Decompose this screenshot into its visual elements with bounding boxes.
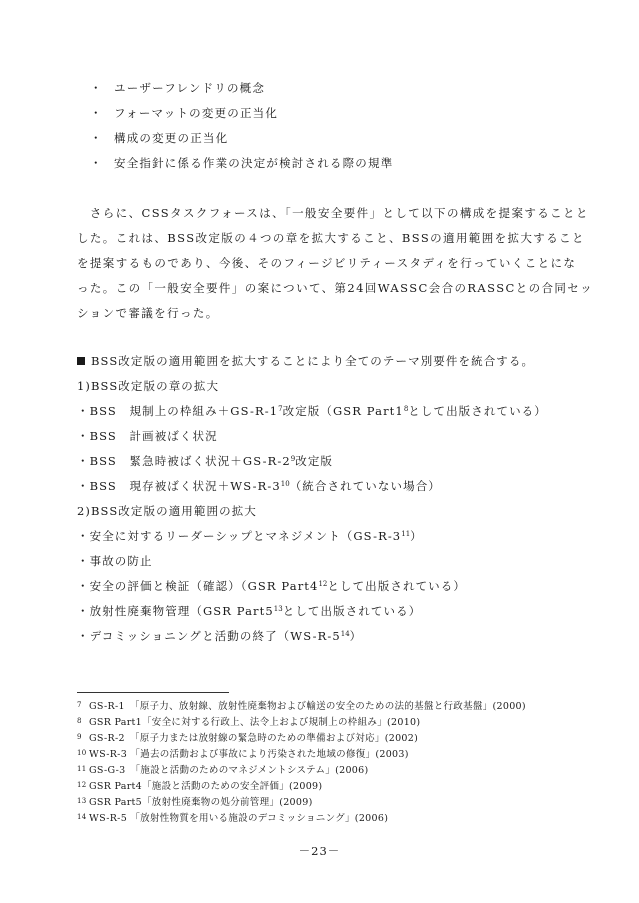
item-text: （統合されていない場合） (289, 479, 441, 493)
footnote-text: WS-R-5 「放射性物質を用いる施設のデコミッショニング」(2006) (89, 813, 389, 824)
footnote (77, 699, 526, 713)
footnote-number: 9 (77, 733, 82, 741)
footnote-ref: 14 (340, 630, 350, 638)
footnote-text: GS-R-1 「原子力、放射線、放射性廃棄物および輸送の安全のための法的基盤と行政基盤」(2000) (89, 701, 526, 712)
bullet-text: ユーザーフレンドリの概念 (114, 81, 266, 95)
item-text: として出版されている） (327, 579, 466, 593)
item-text: ・BSS 計画被ばく状況 (77, 429, 218, 443)
bullet-mark: ・ (90, 131, 103, 145)
footnote-ref: 12 (318, 580, 328, 588)
heading-text: BSS改定版の適用範囲を拡大することにより全てのテーマ別要件を統合する。 (91, 354, 535, 368)
list-item (77, 529, 423, 543)
footnote-number: 10 (77, 749, 87, 757)
item-text: ） (349, 629, 363, 643)
list-item (77, 629, 362, 643)
footnote-ref: 7 (278, 405, 283, 413)
section1-title: 1)BSS改定版の章の拡大 (77, 379, 220, 393)
footnote-text: GS-G-3 「施設と活動のためのマネジメントシステム」(2006) (89, 765, 369, 776)
list-item (77, 479, 441, 493)
footnote-text: WS-R-3 「過去の活動および事故により汚染された地域の修復」(2003) (89, 749, 409, 760)
item-text: 改定版 (295, 454, 334, 468)
item-text: ・BSS 現存被ばく状況＋WS-R-3 (77, 479, 281, 493)
paragraph-line: った。この「一般安全要件」の案について、第24回WASSC会合のRASSCとの合同セッ (77, 281, 594, 295)
footnote-text: GSR Part1「安全に対する行政上、法令上および規制上の枠組み」(2010) (89, 717, 421, 728)
item-text: として出版されている） (282, 604, 422, 618)
list-item (77, 554, 153, 568)
footnote-text: GS-R-2 「原子力または放射線の緊急時のための準備および対応」(2002) (89, 733, 419, 744)
list-item (77, 404, 547, 418)
paragraph-line: さらに、CSSタスクフォースは、「一般安全要件」として以下の構成を提案することと (77, 206, 589, 220)
item-text: ・事故の防止 (77, 554, 153, 568)
bullet-text: 安全指針に係る作業の決定が検討される際の規準 (114, 156, 394, 170)
list-item (77, 579, 466, 593)
footnote-ref: 10 (280, 480, 290, 488)
footnote-ref: 11 (401, 530, 411, 538)
list-item (77, 429, 218, 443)
item-text: ・安全に対するリーダーシップとマネジメント（GS-R-3 (77, 529, 402, 543)
footnote-number: 13 (77, 797, 87, 805)
bullet-mark: ・ (90, 106, 103, 120)
footnote-divider (77, 692, 229, 693)
paragraph-line: した。これは、BSS改定版の４つの章を拡大すること、BSSの適用範囲を拡大すること (77, 231, 585, 245)
square-bullet-icon (77, 357, 85, 365)
item-text: ・安全の評価と検証（確認）（GSR Part4 (77, 579, 319, 593)
item-text: ・BSS 規制上の枠組み＋GS-R-1 (77, 404, 279, 418)
footnote-number: 11 (77, 765, 87, 773)
footnote (77, 715, 420, 729)
list-item (77, 454, 333, 468)
footnote (77, 747, 409, 761)
bullet-mark: ・ (90, 156, 103, 170)
footnote-ref: 9 (290, 455, 296, 463)
item-text: ・放射性廃棄物管理（GSR Part5 (77, 604, 274, 618)
footnote (77, 811, 388, 825)
item-text: 改定版（GSR Part1 (282, 404, 404, 418)
footnote-text: GSR Part4「施設と活動のための安全評価」(2009) (89, 781, 323, 792)
item-text: ・デコミッショニングと活動の終了（WS-R-5 (77, 629, 341, 643)
section2-title: 2)BSS改定版の適用範囲の拡大 (77, 504, 257, 518)
item-text: ） (410, 529, 423, 543)
footnote-number: 8 (77, 717, 82, 725)
paragraph-line: を提案するものであり、今後、そのフィージビリティースタディを行っていくことにな (77, 256, 577, 270)
footnote (77, 779, 322, 793)
bullet-mark: ・ (90, 81, 103, 95)
bullet-text: 構成の変更の正当化 (114, 131, 229, 145)
page-number: －23－ (298, 844, 341, 858)
footnote-number: 12 (77, 781, 87, 789)
footnote (77, 763, 368, 777)
footnote-ref: 8 (403, 405, 409, 413)
footnote (77, 795, 313, 809)
footnote-ref: 13 (273, 605, 283, 613)
section-heading (77, 354, 534, 368)
list-item (77, 604, 421, 618)
item-text: として出版されている） (408, 404, 547, 418)
item-text: ・BSS 緊急時被ばく状況＋GS-R-2 (77, 454, 291, 468)
footnote-text: GSR Part5「放射性廃棄物の処分前管理」(2009) (89, 797, 313, 808)
bullet-text: フォーマットの変更の正当化 (114, 106, 279, 120)
footnote-number: 14 (77, 813, 87, 821)
paragraph-line: ションで審議を行った。 (77, 306, 219, 320)
footnote (77, 731, 418, 745)
footnote-number: 7 (77, 701, 82, 709)
